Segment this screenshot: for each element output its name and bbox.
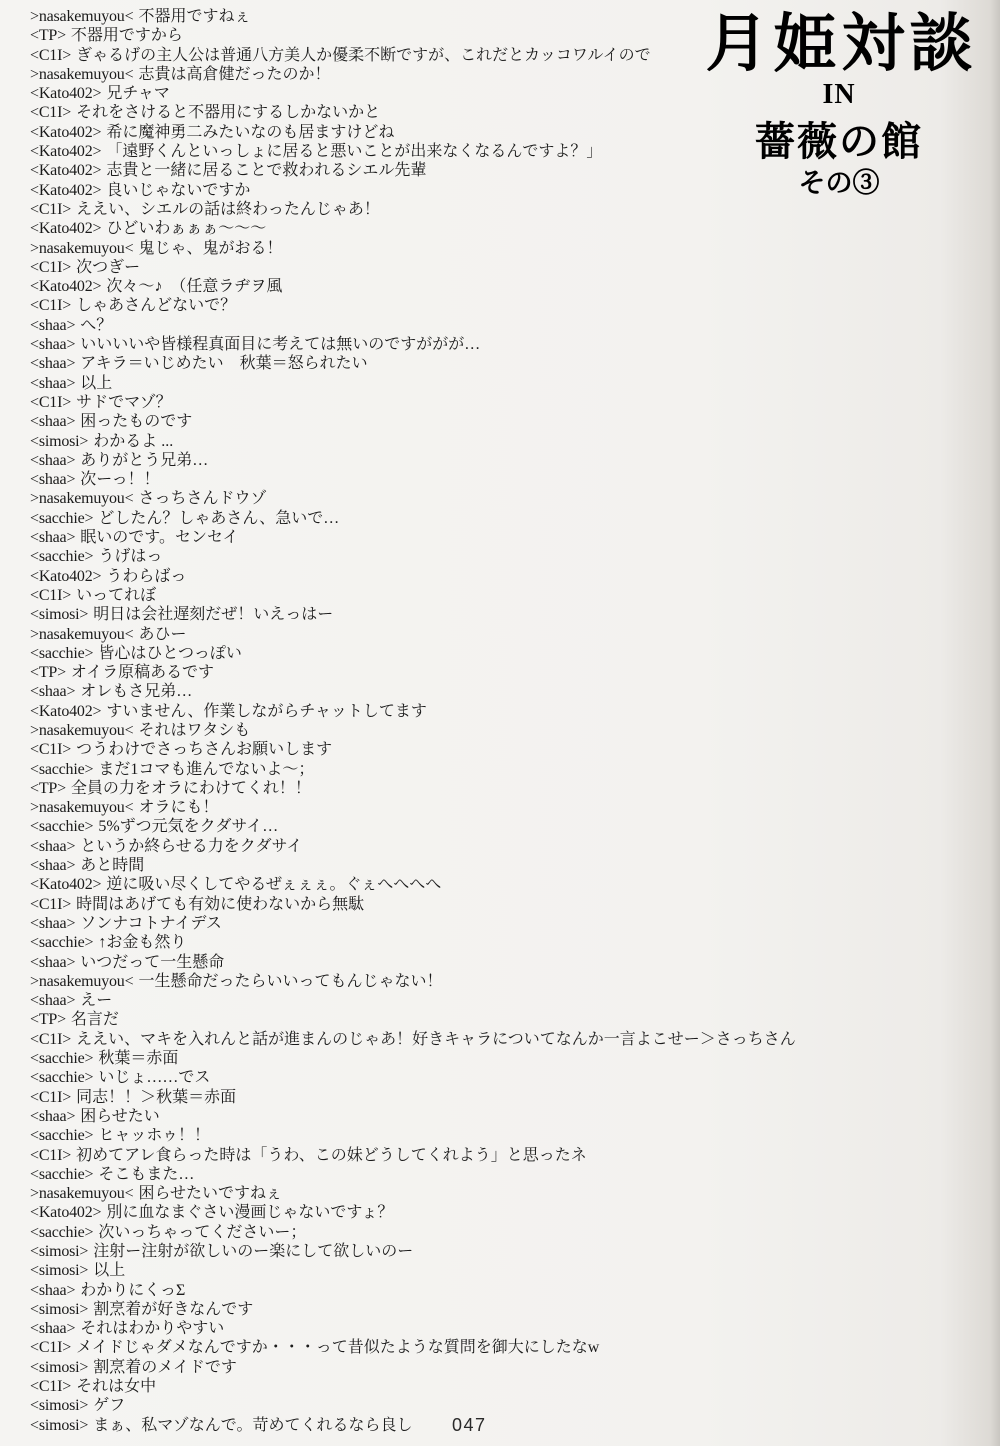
chat-line [30, 412, 950, 431]
chat-message: わかるよ ... [93, 432, 174, 450]
chat-nick: <sacchie> [30, 1069, 94, 1087]
chat-line [30, 258, 950, 277]
chat-message: それはわかりやすい [80, 1320, 225, 1338]
chat-message: 名言だ [70, 1011, 119, 1029]
chat-message: さっちさんドウゾ [138, 490, 267, 508]
chat-message: うげはっ [98, 548, 163, 566]
page-number: 047 [452, 1415, 487, 1435]
chat-nick: <sacchie> [30, 1223, 94, 1241]
chat-nick: <C1I> [30, 393, 72, 411]
chat-nick: <shaa> [30, 529, 76, 547]
chat-line [30, 1049, 950, 1068]
chat-message: ゲフ [93, 1397, 126, 1415]
chat-message: というか終らせる力をクダサイ [80, 837, 303, 855]
chat-message: まぁ、私マゾなんで。苛めてくれるなら良し [93, 1416, 413, 1434]
chat-message: サドでマゾ？ [76, 393, 172, 411]
chat-nick: <shaa> [30, 992, 76, 1010]
chat-message: ソンナコトナイデス [80, 914, 222, 932]
chat-nick: <sacchie> [30, 1127, 94, 1145]
chat-message: 次つぎー [76, 258, 141, 276]
chat-nick: <Kato402> [30, 278, 102, 296]
title-location: 薔薇の館 [755, 119, 923, 165]
chat-log [30, 7, 950, 1435]
chat-nick: <sacchie> [30, 934, 94, 952]
chat-message: 眠いのです。センセイ [80, 529, 239, 547]
chat-nick: <shaa> [30, 1107, 76, 1125]
chat-message: 鬼じゃ、鬼がおる！ [138, 239, 283, 257]
chat-line [30, 1396, 950, 1415]
chat-line [30, 1184, 950, 1203]
chat-nick: <simosi> [30, 1300, 89, 1318]
chat-message: 志貴は高倉健だったのか！ [138, 65, 331, 83]
chat-nick: <sacchie> [30, 1165, 94, 1183]
chat-message: えー [80, 992, 113, 1010]
chat-nick: <simosi> [30, 606, 89, 624]
chat-message: 不器用ですから [70, 27, 183, 45]
chat-nick: >nasakemuyou< [30, 625, 134, 643]
chat-message: 「遠野くんといっしょに居ると悪いことが出来なくなるんですよ？」 [106, 143, 603, 161]
chat-line [30, 760, 950, 779]
chat-line [30, 1203, 950, 1222]
chat-message: すいません、作業しながらチャットしてます [106, 702, 427, 720]
chat-line [30, 277, 950, 296]
chat-line [30, 1358, 950, 1377]
chat-line [30, 1010, 950, 1029]
chat-nick: <shaa> [30, 413, 76, 431]
chat-nick: <Kato402> [30, 220, 102, 238]
chat-message: いじょ……でス [98, 1069, 211, 1087]
page-title: 月姫対談 [705, 9, 978, 79]
chat-nick: >nasakemuyou< [30, 490, 134, 508]
chat-nick: <C1I> [30, 297, 72, 315]
chat-line [30, 451, 950, 470]
chat-line [30, 914, 950, 933]
chat-nick: <Kato402> [30, 876, 102, 894]
chat-nick: <shaa> [30, 355, 76, 373]
chat-nick: <shaa> [30, 857, 76, 875]
chat-message: うわらばっ [106, 567, 187, 585]
chat-message: 全員の力をオラにわけてくれ！！ [70, 779, 311, 797]
chat-message: どしたん？しゃあさん、急いで… [98, 509, 340, 527]
chat-line [30, 933, 950, 952]
chat-message: いいいいや皆様程真面目に考えては無いのですががが… [80, 336, 481, 354]
chat-message: 不器用ですねぇ [138, 8, 251, 25]
chat-nick: <Kato402> [30, 143, 102, 161]
chat-line [30, 489, 950, 508]
chat-line [30, 1068, 950, 1087]
chat-message: つうわけでさっちさんお願いします [76, 741, 333, 759]
chat-message: ひどいわぁぁぁ～～～ [106, 220, 267, 238]
chat-message: 以上 [93, 1262, 126, 1280]
chat-nick: <C1I> [30, 104, 72, 122]
chat-nick: <TP> [30, 779, 66, 797]
chat-message: アキラ＝いじめたい 秋葉＝怒られたい [80, 355, 368, 373]
chat-line [30, 1126, 950, 1145]
chat-nick: <sacchie> [30, 818, 94, 836]
chat-nick: <C1I> [30, 258, 72, 276]
chat-line [30, 547, 950, 566]
chat-line [30, 1030, 950, 1049]
chat-line [30, 1338, 950, 1357]
chat-line [30, 1377, 950, 1396]
chat-nick: <Kato402> [30, 181, 102, 199]
chat-line [30, 470, 950, 489]
chat-message: 一生懸命だったらいいってもんじゃない！ [138, 972, 443, 990]
chat-nick: >nasakemuyou< [30, 972, 134, 990]
chat-message: オレもさ兄弟… [80, 683, 193, 701]
chat-message: 秋葉＝赤面 [98, 1050, 179, 1068]
chat-message: ええい、マキを入れんと話が進まんのじゃあ！好きキャラについてなんか一言よこせー＞さっちさん [76, 1030, 796, 1048]
chat-line [30, 1223, 950, 1242]
chat-line [30, 721, 950, 740]
chat-line [30, 702, 950, 721]
chat-message: 困らせたいですねぇ [138, 1185, 282, 1203]
chat-nick: <shaa> [30, 451, 76, 469]
chat-nick: >nasakemuyou< [30, 8, 134, 25]
chat-line [30, 1319, 950, 1338]
chat-nick: <sacchie> [30, 644, 94, 662]
chat-line [30, 567, 950, 586]
chat-line [30, 200, 950, 219]
chat-nick: <simosi> [30, 1397, 89, 1415]
chat-nick: <Kato402> [30, 162, 102, 180]
chat-line [30, 1107, 950, 1126]
chat-nick: <simosi> [30, 1358, 89, 1376]
chat-line [30, 239, 950, 258]
chat-line [30, 991, 950, 1010]
chat-message: へ？ [80, 316, 113, 334]
chat-message: それはワタシも [138, 721, 251, 739]
chat-line [30, 354, 950, 373]
chat-message: 希に魔神勇二みたいなのも居ますけどね [106, 123, 395, 141]
chat-nick: <C1I> [30, 1088, 72, 1106]
chat-line [30, 1281, 950, 1300]
chat-message: メイドじゃダメなんですか・・・って昔似たような質問を御大にしたなw [76, 1339, 600, 1357]
chat-nick: <C1I> [30, 1030, 72, 1048]
chat-message: 皆心はひとつっぽい [98, 644, 242, 662]
chat-message: そこもまた… [98, 1165, 195, 1183]
chat-nick: <TP> [30, 664, 66, 682]
chat-line [30, 663, 950, 682]
chat-message: 明日は会社遅刻だぜ！いえっはー [93, 606, 334, 624]
chat-line [30, 682, 950, 701]
chat-nick: >nasakemuyou< [30, 799, 134, 817]
chat-message: 困らせたい [80, 1107, 160, 1125]
chat-line [30, 856, 950, 875]
chat-line [30, 625, 950, 644]
chat-message: オラにも！ [138, 799, 219, 817]
chat-line [30, 895, 950, 914]
chat-line [30, 586, 950, 605]
chat-nick: <C1I> [30, 741, 72, 759]
title-block [688, 10, 990, 197]
chat-line [30, 1416, 950, 1435]
chat-nick: <sacchie> [30, 548, 94, 566]
chat-nick: <shaa> [30, 953, 76, 971]
chat-message: いってれぼ [76, 586, 157, 604]
chat-message: まだ1コマも進んでないよ～； [98, 760, 315, 778]
chat-line [30, 374, 950, 393]
chat-line [30, 393, 950, 412]
chat-message: ありがとう兄弟… [80, 451, 209, 469]
chat-line [30, 509, 950, 528]
chat-nick: <TP> [30, 27, 66, 45]
chat-nick: <simosi> [30, 432, 89, 450]
chat-nick: <sacchie> [30, 509, 94, 527]
chat-nick: <Kato402> [30, 85, 102, 103]
chat-message: 次々～♪ （任意ラヂヲ風 [106, 278, 283, 296]
chat-message: あひー [138, 625, 187, 643]
chat-line [30, 219, 950, 238]
chat-message: オイラ原稿あるです [70, 664, 214, 682]
chat-nick: <shaa> [30, 336, 76, 354]
title-in-label: IN [822, 79, 856, 111]
chat-nick: <shaa> [30, 914, 76, 932]
chat-message: 逆に吸い尽くしてやるぜぇぇぇ。ぐぇへへへへ [106, 876, 442, 894]
chat-message: 時間はあげても有効に使わないから無駄 [76, 895, 365, 913]
chat-nick: >nasakemuyou< [30, 721, 134, 739]
chat-message: 初めてアレ食らった時は「うわ、この妹どうしてくれよう」と思ったネ [76, 1146, 587, 1164]
chat-line [30, 1146, 950, 1165]
chat-message: 兄チャマ [106, 85, 170, 103]
chat-message: 同志！！＞秋葉＝赤面 [76, 1088, 237, 1106]
chat-message: 困ったものです [80, 413, 193, 431]
chat-message: 別に血なまぐさい漫画じゃないですょ？ [106, 1204, 394, 1222]
chat-message: ↑お金も然り [98, 934, 187, 952]
chat-nick: <C1I> [30, 1378, 72, 1396]
chat-nick: <C1I> [30, 46, 72, 64]
chat-nick: <Kato402> [30, 1204, 102, 1222]
chat-line [30, 953, 950, 972]
chat-line [30, 316, 950, 335]
chat-message: わかりにくっΣ [80, 1281, 186, 1299]
chat-nick: <C1I> [30, 895, 72, 913]
chat-line [30, 1165, 950, 1184]
chat-nick: <C1I> [30, 1146, 72, 1164]
chat-line [30, 779, 950, 798]
chat-message: ヒャッホゥ！！ [98, 1127, 211, 1145]
chat-nick: <shaa> [30, 316, 76, 334]
chat-nick: >nasakemuyou< [30, 65, 134, 83]
title-part-number: その③ [798, 168, 880, 199]
chat-nick: >nasakemuyou< [30, 1185, 134, 1203]
chat-line [30, 1242, 950, 1261]
chat-line [30, 644, 950, 663]
chat-line [30, 837, 950, 856]
chat-nick: <shaa> [30, 374, 76, 392]
chat-nick: <shaa> [30, 683, 76, 701]
chat-nick: <shaa> [30, 837, 76, 855]
chat-message: 良いじゃないですか [106, 181, 251, 199]
chat-nick: <sacchie> [30, 760, 94, 778]
chat-nick: <C1I> [30, 1339, 72, 1357]
chat-message: 注射ー注射が欲しいのー楽にして欲しいのー [93, 1243, 414, 1260]
chat-nick: <Kato402> [30, 567, 102, 585]
chat-line [30, 817, 950, 836]
chat-message: ええい、シエルの話は終わったんじゃあ！ [76, 200, 380, 218]
chat-line [30, 875, 950, 894]
chat-line [30, 528, 950, 547]
chat-line [30, 296, 950, 315]
chat-message: ぎゃるげの主人公は普通八方美人か優柔不断ですが、これだとカッコワルイので [76, 46, 651, 64]
chat-line [30, 1088, 950, 1107]
chat-message: あと時間 [80, 857, 145, 875]
chat-nick: <Kato402> [30, 123, 102, 141]
chat-line [30, 432, 950, 451]
chat-nick: >nasakemuyou< [30, 239, 134, 257]
chat-message: 割烹着が好きなんです [93, 1300, 254, 1318]
chat-nick: <TP> [30, 1011, 66, 1029]
chat-message: 次いっちゃってくださいー； [98, 1223, 307, 1241]
chat-line [30, 740, 950, 759]
chat-line [30, 335, 950, 354]
chat-nick: <simosi> [30, 1416, 89, 1434]
chat-line [30, 798, 950, 817]
chat-nick: <Kato402> [30, 702, 102, 720]
chat-message: 以上 [80, 374, 113, 392]
chat-message: 割烹着のメイドです [93, 1358, 237, 1376]
chat-line [30, 1261, 950, 1280]
chat-nick: <shaa> [30, 1281, 76, 1299]
chat-nick: <C1I> [30, 200, 72, 218]
chat-line [30, 1300, 950, 1319]
chat-message: 5%ずつ元気をクダサイ… [98, 818, 279, 836]
chat-nick: <shaa> [30, 471, 76, 489]
chat-message: しゃあさんどないで？ [76, 297, 237, 315]
chat-message: 志貴と一緒に居ることで救われるシエル先輩 [106, 162, 427, 180]
chat-message: それは女中 [76, 1378, 157, 1396]
chat-line [30, 972, 950, 991]
chat-nick: <shaa> [30, 1320, 76, 1338]
chat-nick: <C1I> [30, 586, 72, 604]
chat-nick: <simosi> [30, 1243, 89, 1260]
chat-line [30, 605, 950, 624]
chat-message: 次ーっ！！ [80, 471, 160, 489]
chat-message: それをさけると不器用にするしかないかと [76, 104, 381, 122]
chat-nick: <sacchie> [30, 1050, 94, 1068]
chat-message: いつだって一生懸命 [80, 953, 225, 971]
chat-nick: <simosi> [30, 1262, 89, 1280]
